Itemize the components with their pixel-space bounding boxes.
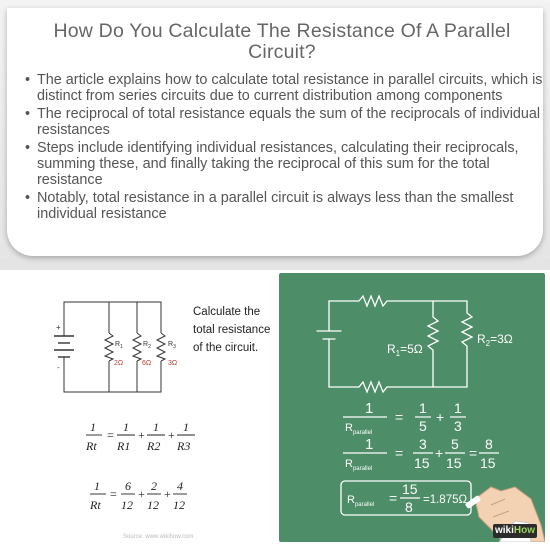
fraction-denominator: $R_{parallel}$ [345, 458, 373, 472]
summary-list [25, 72, 545, 224]
fraction-numerator: 1 [365, 400, 374, 417]
r2-label: $R_2$ [143, 341, 151, 350]
fraction-denominator: R3 [177, 439, 191, 453]
resistor-r3 [157, 333, 165, 361]
fraction-numerator: 1 [365, 436, 374, 453]
equation-common-denominator [89, 479, 187, 512]
fraction-numerator: 8 [485, 436, 493, 452]
fraction-denominator: 15 [480, 455, 496, 471]
battery-plus-label: + [56, 323, 61, 332]
logo-how: How [513, 525, 535, 536]
fraction-numerator: 1 [123, 420, 129, 434]
fraction-numerator: 4 [177, 479, 183, 493]
r3-value: 3Ω [168, 360, 178, 367]
board-r1-label: $R_1=5\Omega$ [387, 342, 423, 358]
wikihow-logo [493, 524, 537, 538]
fraction-denominator: R1 [117, 439, 131, 453]
page-title: How Do You Calculate The Resistance Of A Parallel Circuit? [53, 20, 511, 63]
fraction-denominator: 12 [173, 498, 185, 512]
fraction-denominator: $R_{parallel}$ [345, 422, 373, 436]
list-item: • The article explains how to calculate total resistance in parallel circuits, which is distinct from series circuits due to current distribution among components [25, 72, 545, 105]
logo-wiki: wiki [494, 525, 514, 536]
fraction-denominator: 15 [446, 455, 462, 471]
circuit-worksheet-figure [50, 290, 275, 540]
article-card [7, 8, 543, 256]
fraction-numerator: 6 [125, 479, 131, 493]
fraction-numerator: 5 [451, 436, 459, 452]
equals-sign: = [110, 487, 117, 501]
board-labels [387, 332, 513, 358]
prompt-line: total resistance [193, 324, 271, 336]
list-item: • Notably, total resistance in a parallel circuit is always less than the smallest individual resistance [25, 190, 545, 223]
equals-sign: = [395, 409, 404, 425]
fraction-denominator: R2 [147, 439, 161, 453]
fraction-numerator: 2 [151, 479, 157, 493]
plus-sign: + [436, 409, 445, 425]
fraction-numerator: 15 [402, 481, 418, 497]
plus-sign: + [138, 487, 145, 501]
fraction-numerator: 3 [419, 436, 427, 452]
r3-label: $R_3$ [168, 341, 176, 350]
image-credit: Source: www.wikihow.com [123, 534, 194, 540]
result-lhs: $R_{parallel}$ [347, 494, 375, 508]
prompt-line: of the circuit. [193, 342, 259, 354]
fraction-numerator: 1 [90, 420, 96, 434]
equals-sign: = [389, 490, 398, 506]
board-equation-b [343, 436, 499, 472]
chalkboard [279, 273, 545, 542]
fraction-denominator: 5 [419, 418, 427, 434]
fraction-numerator: 1 [183, 420, 189, 434]
equation-reciprocal-sum [85, 420, 195, 453]
plus-sign: + [164, 487, 171, 501]
fraction-denominator: Rt [90, 498, 101, 512]
equals-sign: = [395, 445, 404, 461]
illustration-area [0, 270, 550, 550]
list-item: • The reciprocal of total resistance equals the sum of the reciprocals of individual resistances [25, 106, 545, 139]
board-equation-c [341, 481, 471, 515]
worksheet-prompt [193, 306, 270, 354]
fraction-numerator: 1 [94, 479, 100, 493]
r2-value: 6Ω [142, 360, 152, 367]
chalkboard-drawing [279, 273, 545, 542]
r1-label: $R_1$ [115, 341, 123, 350]
result-value: =1.875Ω [423, 494, 468, 506]
equals-sign: = [469, 445, 478, 461]
plus-sign: + [138, 428, 145, 442]
fraction-numerator: 1 [454, 400, 462, 416]
fraction-numerator: 1 [153, 420, 159, 434]
battery-minus-label: - [57, 363, 60, 372]
fraction-denominator: 8 [405, 499, 413, 515]
fraction-denominator: 12 [147, 498, 159, 512]
fraction-denominator: 3 [454, 418, 462, 434]
plus-sign: + [168, 428, 175, 442]
prompt-line: Calculate the [193, 306, 261, 318]
plus-sign: + [435, 445, 444, 461]
equals-sign: = [107, 428, 114, 442]
board-r2-label: $R_2=3\Omega$ [477, 332, 513, 348]
board-equation-a [343, 400, 466, 436]
fraction-denominator: Rt [86, 439, 97, 453]
list-item: • Steps include identifying individual resistances, calculating their reciprocals, summing these, and finally taking the reciprocal of this sum for the total resistance [25, 140, 545, 189]
fraction-numerator: 1 [419, 400, 427, 416]
resistor-r1 [105, 333, 113, 361]
fraction-denominator: 15 [414, 455, 430, 471]
fraction-denominator: 12 [121, 498, 133, 512]
r1-value: 2Ω [114, 360, 124, 367]
resistor-r2 [133, 333, 141, 361]
